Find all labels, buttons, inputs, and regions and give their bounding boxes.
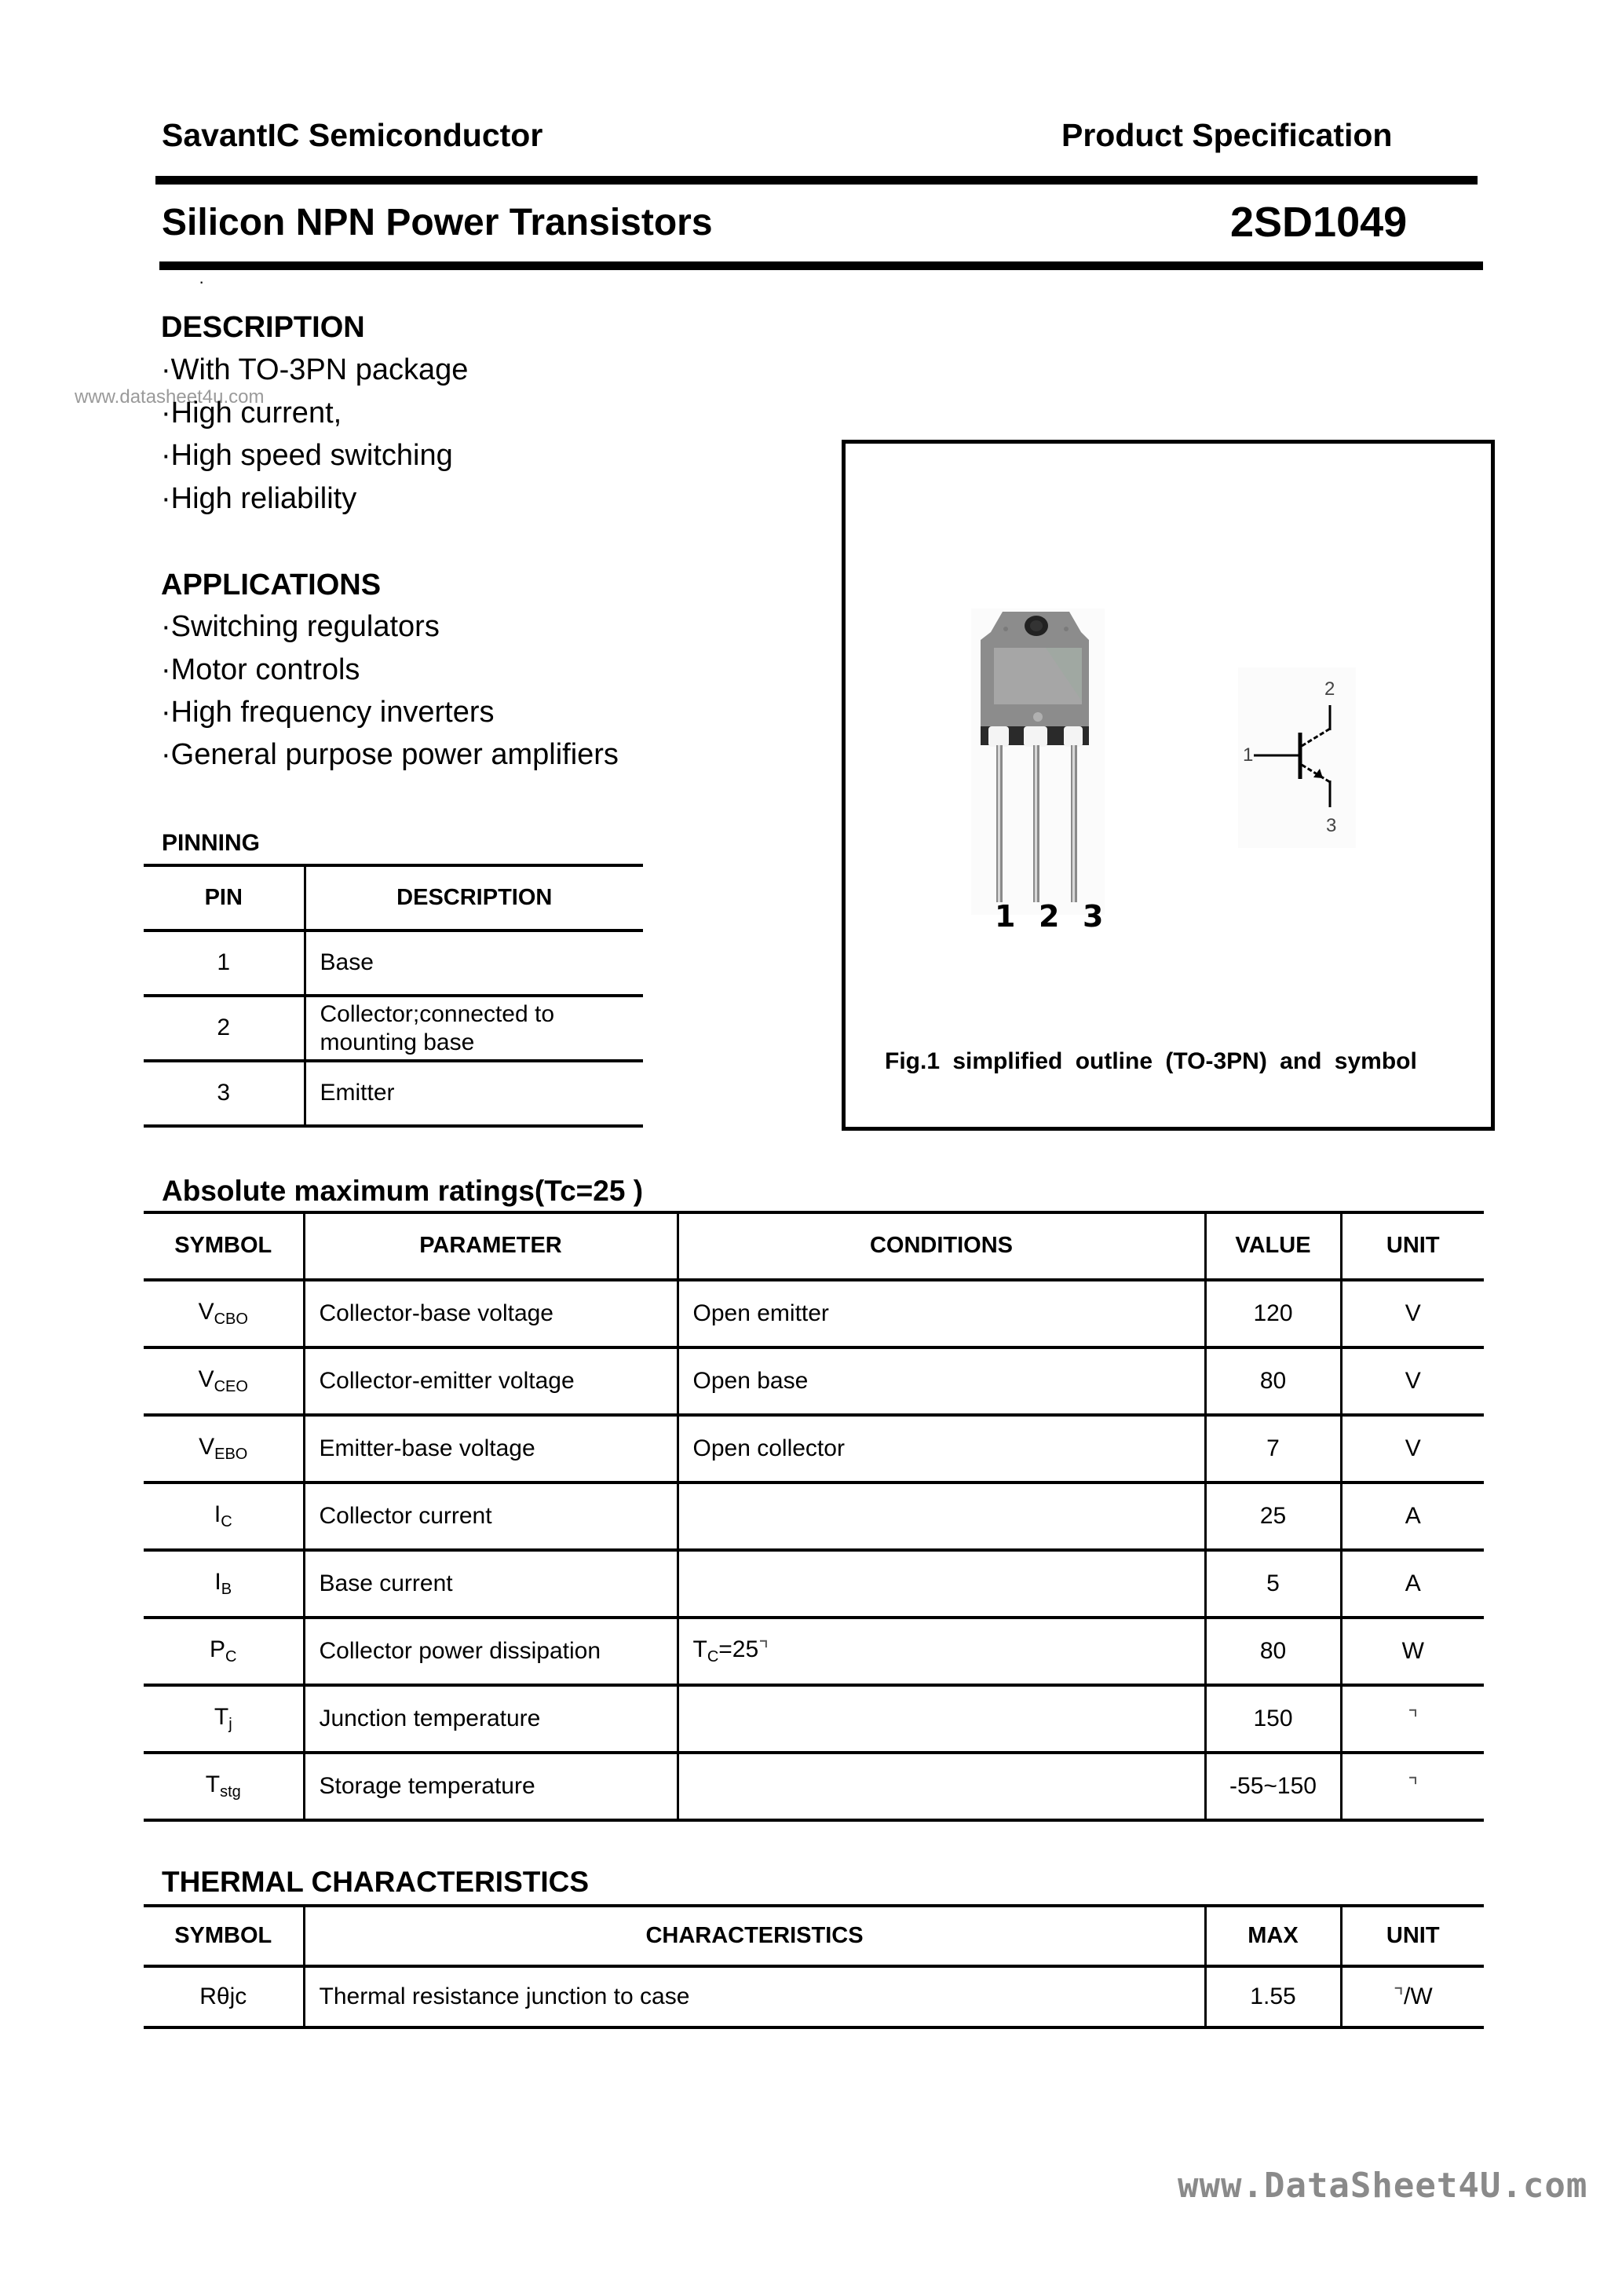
conditions-cell: [678, 1483, 1205, 1550]
company-name: SavantIC Semiconductor: [162, 117, 543, 153]
unit-cell: [1341, 1685, 1484, 1753]
unit-cell: V: [1341, 1347, 1484, 1415]
symbol-base: I: [214, 1501, 221, 1527]
table-row: [144, 930, 643, 996]
symbol-cell: [144, 1347, 304, 1415]
parameter-cell: Emitter-base voltage: [304, 1415, 678, 1483]
symbol-cell: [144, 1483, 304, 1550]
table-row: [144, 1415, 1484, 1483]
pin-number: 2: [144, 996, 305, 1061]
column-header-unit: UNIT: [1341, 1212, 1484, 1280]
absolute-max-heading: Absolute maximum ratings(Tc=25 ): [162, 1175, 644, 1207]
conditions-cell: Open emitter: [678, 1280, 1205, 1347]
application-item: ·Switching regulators: [161, 610, 440, 643]
column-header-characteristics: CHARACTERISTICS: [304, 1906, 1205, 1966]
symbol-base-label: 1: [1243, 744, 1254, 766]
pin-number: 1: [144, 930, 305, 996]
pin-description: Emitter: [305, 1061, 643, 1126]
unit-cell: A: [1341, 1550, 1484, 1618]
symbol-base: V: [198, 1299, 214, 1325]
table-row: [144, 1347, 1484, 1415]
value-cell: 150: [1205, 1685, 1341, 1753]
unit-cell: [1341, 1966, 1484, 2027]
parameter-cell: Collector-emitter voltage: [304, 1347, 678, 1415]
stray-dot: ·: [199, 272, 205, 291]
characteristic-cell: Thermal resistance junction to case: [304, 1966, 1205, 2027]
conditions-cell: [678, 1685, 1205, 1753]
symbol-base: P: [210, 1636, 226, 1662]
column-header-pin: PIN: [144, 865, 305, 930]
product-line-title: Silicon NPN Power Transistors: [162, 202, 713, 243]
symbol-cell: Rθjc: [144, 1966, 304, 2027]
npn-symbol: [1238, 667, 1356, 848]
condition-symbol: T: [692, 1636, 707, 1662]
unit-cell: W: [1341, 1618, 1484, 1685]
absolute-max-header-row: [144, 1212, 1484, 1280]
parameter-cell: Collector-base voltage: [304, 1280, 678, 1347]
package-pin-label-2: 2: [1039, 899, 1060, 934]
condition-value: =25: [718, 1636, 759, 1662]
parameter-cell: Junction temperature: [304, 1685, 678, 1753]
unit-per-watt: /W: [1403, 1983, 1433, 2009]
value-cell: 120: [1205, 1280, 1341, 1347]
figure-caption: Fig.1 simplified outline (TO-3PN) and symbol: [885, 1048, 1417, 1074]
table-row: [144, 996, 643, 1061]
symbol-subscript: stg: [220, 1783, 241, 1801]
pinning-header-row: [144, 865, 643, 930]
npn-transistor-symbol-icon: [1238, 667, 1356, 848]
column-header-symbol: SYMBOL: [144, 1906, 304, 1966]
table-row: [144, 1685, 1484, 1753]
header-rule-top: [155, 176, 1478, 185]
celsius-glyph: ⌝: [1408, 1773, 1419, 1798]
symbol-emitter-label: 3: [1326, 815, 1337, 836]
symbol-base: T: [205, 1771, 221, 1797]
table-row: [144, 1280, 1484, 1347]
pin-description-line2: mounting base: [320, 1029, 475, 1055]
thermal-header-row: [144, 1906, 1484, 1966]
symbol-cell: [144, 1618, 304, 1685]
watermark-bottom[interactable]: www.DataSheet4U.com: [1178, 2166, 1588, 2206]
table-row: [144, 1753, 1484, 1820]
symbol-subscript: j: [228, 1716, 232, 1733]
column-header-description: DESCRIPTION: [305, 865, 643, 930]
column-header-unit: UNIT: [1341, 1906, 1484, 1966]
column-header-parameter: PARAMETER: [304, 1212, 678, 1280]
part-number: 2SD1049: [1230, 199, 1408, 246]
symbol-subscript: EBO: [214, 1446, 248, 1463]
unit-cell: [1341, 1753, 1484, 1820]
conditions-cell: [678, 1550, 1205, 1618]
unit-cell: V: [1341, 1280, 1484, 1347]
pin-description: Base: [305, 930, 643, 996]
condition-subscript: C: [707, 1648, 719, 1665]
conditions-cell: [678, 1753, 1205, 1820]
symbol-subscript: CBO: [214, 1311, 248, 1328]
table-row: [144, 1061, 643, 1126]
symbol-cell: [144, 1550, 304, 1618]
max-cell: 1.55: [1205, 1966, 1341, 2027]
symbol-subscript: B: [221, 1581, 232, 1598]
symbol-cell: [144, 1280, 304, 1347]
symbol-base: V: [198, 1366, 214, 1392]
parameter-cell: Collector current: [304, 1483, 678, 1550]
column-header-value: VALUE: [1205, 1212, 1341, 1280]
symbol-subscript: C: [221, 1513, 232, 1530]
value-cell: 80: [1205, 1347, 1341, 1415]
conditions-cell: Open collector: [678, 1415, 1205, 1483]
symbol-collector-label: 2: [1324, 678, 1335, 700]
pin-description-line1: Collector;connected to: [320, 1000, 555, 1027]
unit-cell: V: [1341, 1415, 1484, 1483]
parameter-cell: Storage temperature: [304, 1753, 678, 1820]
value-cell: 25: [1205, 1483, 1341, 1550]
celsius-glyph: ⌝: [1393, 1983, 1404, 2009]
value-cell: 7: [1205, 1415, 1341, 1483]
symbol-subscript: C: [225, 1648, 237, 1665]
column-header-conditions: CONDITIONS: [678, 1212, 1205, 1280]
symbol-base: V: [199, 1434, 215, 1460]
package-pin-label-3: 3: [1083, 899, 1104, 934]
symbol-base: I: [214, 1569, 221, 1595]
description-item: ·High speed switching: [161, 439, 453, 472]
symbol-cell: [144, 1753, 304, 1820]
parameter-cell: Collector power dissipation: [304, 1618, 678, 1685]
thermal-heading: THERMAL CHARACTERISTICS: [162, 1866, 590, 1898]
symbol-base: T: [214, 1704, 229, 1730]
description-item: ·With TO-3PN package: [161, 353, 469, 386]
conditions-cell: [678, 1618, 1205, 1685]
description-item: ·High current,: [161, 397, 342, 430]
symbol-cell: [144, 1685, 304, 1753]
figure-box: [842, 440, 1495, 1131]
column-header-symbol: SYMBOL: [144, 1212, 304, 1280]
celsius-glyph: ⌝: [1408, 1706, 1419, 1731]
document-type: Product Specification: [1061, 117, 1393, 153]
celsius-glyph: ⌝: [758, 1637, 769, 1662]
pinning-heading: PINNING: [162, 830, 261, 856]
thermal-table: [144, 1904, 1484, 2029]
table-row: [144, 1966, 1484, 2027]
pin-description: [305, 996, 643, 1061]
to3pn-package-icon: [971, 609, 1105, 915]
symbol-cell: [144, 1415, 304, 1483]
conditions-cell: Open base: [678, 1347, 1205, 1415]
header-rule-bottom: [159, 261, 1483, 270]
application-item: ·Motor controls: [161, 653, 360, 686]
description-item: ·High reliability: [161, 482, 357, 515]
watermark-top[interactable]: www.datasheet4u.com: [75, 386, 265, 408]
value-cell: -55~150: [1205, 1753, 1341, 1820]
pinning-table: [144, 864, 643, 1128]
pin-number: 3: [144, 1061, 305, 1126]
unit-cell: A: [1341, 1483, 1484, 1550]
application-item: ·General purpose power amplifiers: [161, 738, 619, 771]
table-row: [144, 1550, 1484, 1618]
table-row: [144, 1483, 1484, 1550]
value-cell: 5: [1205, 1550, 1341, 1618]
table-row: [144, 1618, 1484, 1685]
symbol-subscript: CEO: [214, 1378, 248, 1395]
applications-heading: APPLICATIONS: [161, 569, 382, 601]
absolute-max-table: [144, 1211, 1484, 1822]
value-cell: 80: [1205, 1618, 1341, 1685]
application-item: ·High frequency inverters: [161, 696, 495, 729]
column-header-max: MAX: [1205, 1906, 1341, 1966]
package-pin-label-1: 1: [995, 899, 1016, 934]
description-heading: DESCRIPTION: [161, 311, 365, 344]
package-photo: [971, 609, 1105, 915]
parameter-cell: Base current: [304, 1550, 678, 1618]
